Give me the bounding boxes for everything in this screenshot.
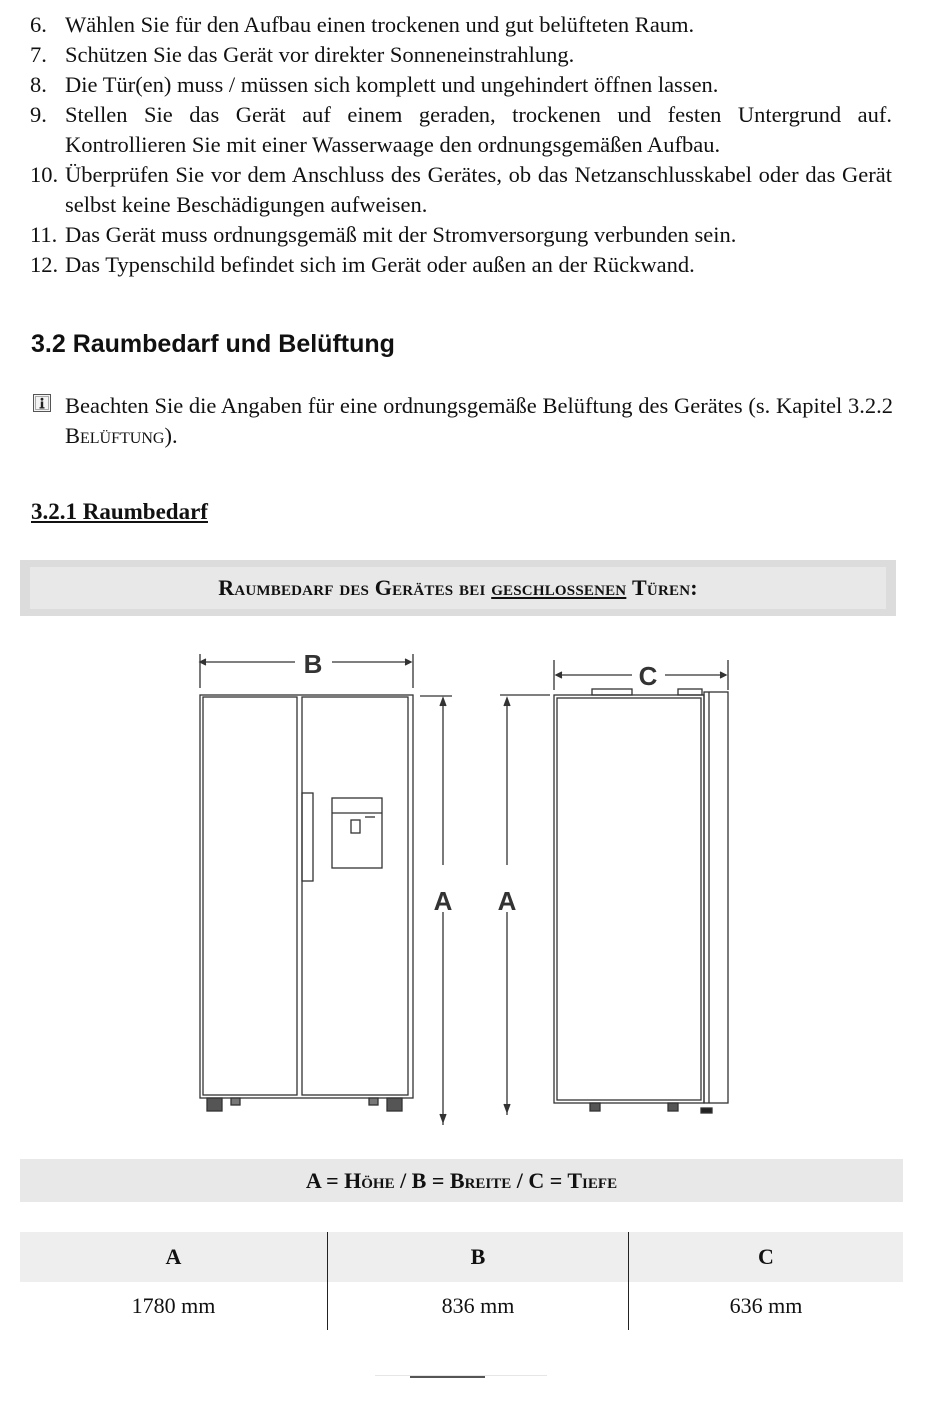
banner-underlined: geschlossenen xyxy=(491,575,627,600)
dimension-legend: A = Höhe / B = Breite / C = Tiefe xyxy=(20,1159,903,1202)
fridge-foot xyxy=(207,1098,222,1111)
fridge-side-body xyxy=(554,695,704,1103)
banner-text: Raumbedarf des Gerätes bei xyxy=(218,575,486,600)
note-reference: Belüftung xyxy=(65,423,165,448)
banner-text-end: Türen: xyxy=(632,575,698,600)
space-requirement-banner xyxy=(20,560,896,616)
table-row xyxy=(20,1282,903,1330)
header-depth: C xyxy=(629,1232,904,1282)
list-item xyxy=(30,10,892,40)
table-header-row xyxy=(20,1232,903,1282)
note-text: Beachten Sie die Angaben für eine ordnungsgemäße Belüftung des Gerätes (s. Kapitel 3.2.2 xyxy=(65,393,893,418)
list-item-text: Schützen Sie das Gerät vor direkter Sonneneinstrahlung. xyxy=(65,42,575,67)
door-handle xyxy=(302,793,313,881)
list-item-text: Das Gerät muss ordnungsgemäß mit der Stromversorgung verbunden sein. xyxy=(65,222,737,247)
list-item-number: 6. xyxy=(30,12,47,37)
list-item-text: Die Tür(en) muss / müssen sich komplett und ungehindert öffnen lassen. xyxy=(65,72,719,97)
label-height-front: A xyxy=(433,886,453,916)
fridge-front-body xyxy=(200,695,413,1098)
label-depth: C xyxy=(638,661,658,691)
dimensions-table xyxy=(20,1232,903,1330)
list-item xyxy=(30,70,892,100)
list-item-number: 11. xyxy=(30,222,58,247)
subsection-heading: 3.2.1 Raumbedarf xyxy=(31,499,208,524)
fridge-dimensions-diagram xyxy=(0,640,950,1140)
info-icon xyxy=(33,394,51,412)
page-footer-mark xyxy=(410,1376,485,1378)
label-width: B xyxy=(303,649,323,679)
list-item-text: Stellen Sie das Gerät auf einem geraden, trockenen und festen Untergrund auf. Kontrollieren Sie mit einer Wasserwaage den ordnungsgemäßen Aufbau. xyxy=(65,102,892,157)
header-height: A xyxy=(20,1232,328,1282)
list-item xyxy=(30,100,892,160)
info-note xyxy=(33,391,893,451)
list-item-number: 8. xyxy=(30,72,47,97)
value-width: 836 mm xyxy=(328,1282,629,1330)
value-depth: 636 mm xyxy=(629,1282,904,1330)
list-item xyxy=(30,220,892,250)
list-item xyxy=(30,40,892,70)
label-height-side: A xyxy=(497,886,517,916)
list-item-number: 12. xyxy=(30,252,59,277)
list-item-number: 10. xyxy=(30,162,59,187)
list-item-text: Das Typenschild befindet sich im Gerät oder außen an der Rückwand. xyxy=(65,252,695,277)
list-item-text: Wählen Sie für den Aufbau einen trockenen und gut belüfteten Raum. xyxy=(65,12,695,37)
list-item-number: 7. xyxy=(30,42,47,67)
fridge-door-side xyxy=(704,692,728,1103)
section-heading: 3.2 Raumbedarf und Belüftung xyxy=(31,330,395,358)
list-item-text: Überprüfen Sie vor dem Anschluss des Gerätes, ob das Netzanschlusskabel oder das Gerät selbst keine Beschädigungen aufweisen. xyxy=(65,162,892,217)
value-height: 1780 mm xyxy=(131,1293,216,1318)
space-requirement-title xyxy=(30,567,886,609)
list-item xyxy=(30,250,892,280)
list-item xyxy=(30,160,892,220)
instruction-list xyxy=(30,10,892,280)
note-text-end: ). xyxy=(164,423,178,448)
header-width: B xyxy=(328,1232,629,1282)
list-item-number: 9. xyxy=(30,102,47,127)
